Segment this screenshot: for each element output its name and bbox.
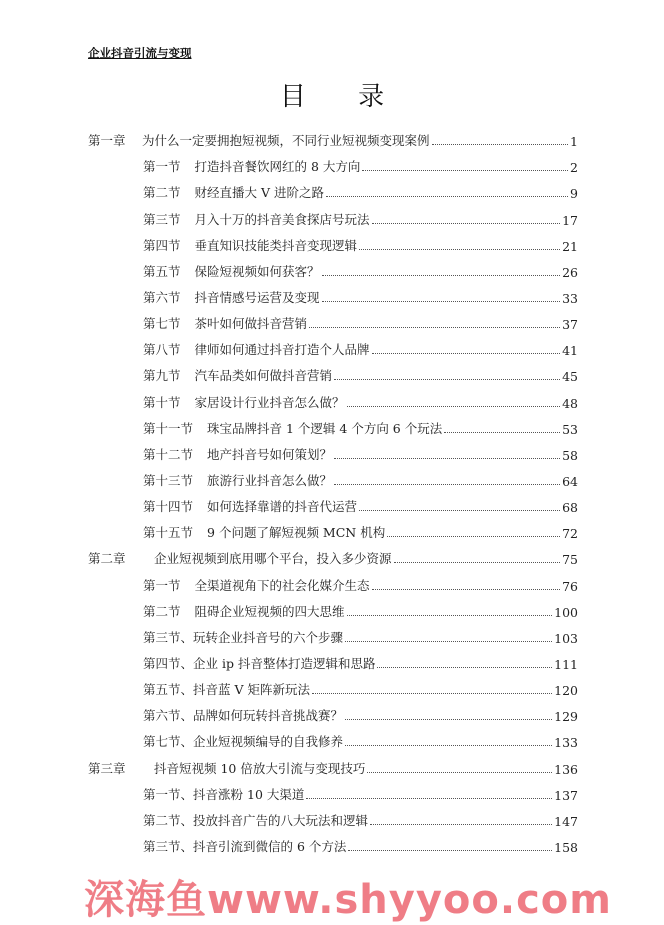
entry-label: 第三章 <box>88 760 126 776</box>
entry-page-number: 137 <box>554 787 578 803</box>
toc-section-entry[interactable] <box>88 149 578 175</box>
entry-page-number: 17 <box>562 212 578 228</box>
entry-title: 为什么一定要拥抱短视频，不同行业短视频变现案例 <box>142 133 430 149</box>
toc-section-entry[interactable] <box>88 489 578 515</box>
toc-section-entry[interactable] <box>88 803 578 829</box>
entry-label: 第一节 <box>143 577 181 593</box>
entry-page-number: 33 <box>562 290 578 306</box>
entry-label: 第二节 <box>143 603 181 619</box>
entry-label: 第四节、 <box>143 655 194 671</box>
dot-leader <box>334 379 560 380</box>
dot-leader <box>345 745 552 746</box>
dot-leader <box>345 641 552 642</box>
entry-page-number: 2 <box>570 160 578 176</box>
toc-section-entry[interactable] <box>88 437 578 463</box>
dot-leader <box>359 510 560 511</box>
entry-page-number: 129 <box>554 709 578 725</box>
entry-title: 垂直知识技能类抖音变现逻辑 <box>194 237 358 253</box>
dot-leader <box>326 196 568 197</box>
entry-label: 第七节 <box>143 316 181 332</box>
entry-title: 投放抖音广告的八大玩法和逻辑 <box>193 812 369 828</box>
entry-label: 第五节 <box>143 263 181 279</box>
entry-title: 品牌如何玩转抖音挑战赛？ <box>193 708 344 724</box>
toc-chapter-entry[interactable] <box>88 123 578 149</box>
entry-label: 第六节、 <box>143 708 194 724</box>
dot-leader <box>306 798 552 799</box>
toc-section-entry[interactable] <box>88 829 578 855</box>
toc-section-entry[interactable] <box>88 594 578 620</box>
dot-leader <box>367 772 552 773</box>
entry-label: 第七节、 <box>143 734 194 750</box>
entry-title: 企业 ip 抖音整体打造逻辑和思路 <box>193 655 376 671</box>
entry-title: 汽车品类如何做抖音营销 <box>194 368 333 384</box>
dot-leader <box>377 667 552 668</box>
entry-label: 第三节、 <box>143 838 194 854</box>
entry-title: 珠宝品牌抖音 1 个逻辑 4 个方向 6 个玩法 <box>207 420 443 436</box>
entry-title: 地产抖音号如何策划？ <box>207 446 333 462</box>
entry-page-number: 120 <box>554 683 578 699</box>
entry-page-number: 37 <box>562 317 578 333</box>
entry-label: 第三节、 <box>143 629 194 645</box>
entry-page-number: 21 <box>562 238 578 254</box>
entry-label: 第二章 <box>88 551 126 567</box>
toc-chapter-entry[interactable] <box>88 541 578 567</box>
toc-section-entry[interactable] <box>88 228 578 254</box>
dot-leader <box>387 536 560 537</box>
entry-page-number: 103 <box>554 630 578 646</box>
entry-label: 第十一节 <box>143 420 194 436</box>
entry-page-number: 48 <box>562 395 578 411</box>
entry-title: 旅游行业抖音怎么做？ <box>207 472 333 488</box>
entry-page-number: 58 <box>562 447 578 463</box>
dot-leader <box>347 406 561 407</box>
dot-leader <box>312 693 552 694</box>
entry-title: 企业短视频到底用哪个平台，投入多少资源 <box>154 551 392 567</box>
toc-section-entry[interactable] <box>88 646 578 672</box>
dot-leader <box>432 144 569 145</box>
toc-section-entry[interactable] <box>88 463 578 489</box>
entry-page-number: 45 <box>562 369 578 385</box>
toc-section-entry[interactable] <box>88 698 578 724</box>
entry-title: 企业短视频编导的自我修养 <box>193 734 344 750</box>
document-header: 企业抖音引流与变现 <box>88 46 192 60</box>
entry-page-number: 158 <box>554 839 578 855</box>
toc-section-entry[interactable] <box>88 411 578 437</box>
entry-label: 第十五节 <box>143 525 194 541</box>
entry-page-number: 53 <box>562 421 578 437</box>
entry-label: 第十四节 <box>143 499 194 515</box>
entry-label: 第一章 <box>88 133 126 149</box>
entry-page-number: 68 <box>562 500 578 516</box>
entry-page-number: 72 <box>562 526 578 542</box>
toc-section-entry[interactable] <box>88 620 578 646</box>
entry-label: 第二节 <box>143 185 181 201</box>
entry-label: 第一节 <box>143 159 181 175</box>
entry-label: 第十节 <box>143 394 181 410</box>
entry-page-number: 1 <box>570 134 578 150</box>
entry-label: 第五节、 <box>143 682 194 698</box>
entry-title: 阻碍企业短视频的四大思维 <box>194 603 345 619</box>
toc-section-entry[interactable] <box>88 280 578 306</box>
entry-title: 抖音短视频 10 倍放大引流与变现技巧 <box>154 760 366 776</box>
toc-section-entry[interactable] <box>88 384 578 410</box>
entry-page-number: 76 <box>562 578 578 594</box>
entry-page-number: 100 <box>554 604 578 620</box>
entry-label: 第十三节 <box>143 472 194 488</box>
entry-page-number: 41 <box>562 343 578 359</box>
dot-leader <box>372 589 561 590</box>
page-title: 目 录 <box>279 82 407 112</box>
entry-title: 打造抖音餐饮网红的 8 大方向 <box>194 159 361 175</box>
toc-chapter-entry[interactable] <box>88 750 578 776</box>
dot-leader <box>347 615 553 616</box>
entry-label: 第二节、 <box>143 812 194 828</box>
toc-section-entry[interactable] <box>88 332 578 358</box>
toc-section-entry[interactable] <box>88 201 578 227</box>
entry-title: 抖音涨粉 10 大渠道 <box>193 786 305 802</box>
entry-label: 第一节、 <box>143 786 194 802</box>
entry-label: 第三节 <box>143 211 181 227</box>
entry-page-number: 26 <box>562 264 578 280</box>
entry-label: 第九节 <box>143 368 181 384</box>
toc-section-entry[interactable] <box>88 777 578 803</box>
toc-section-entry[interactable] <box>88 672 578 698</box>
entry-page-number: 111 <box>554 656 578 672</box>
entry-title: 抖音蓝 V 矩阵新玩法 <box>193 682 310 698</box>
entry-label: 第四节 <box>143 237 181 253</box>
entry-page-number: 64 <box>562 473 578 489</box>
toc-section-entry[interactable] <box>88 724 578 750</box>
dot-leader <box>370 824 552 825</box>
dot-leader <box>334 484 560 485</box>
watermark: 深海鱼www.shyyoo.com <box>84 877 612 923</box>
dot-leader <box>322 275 561 276</box>
dot-leader <box>372 223 561 224</box>
dot-leader <box>348 850 552 851</box>
dot-leader <box>309 327 560 328</box>
entry-title: 全渠道视角下的社会化媒介生态 <box>194 577 370 593</box>
toc-section-entry[interactable] <box>88 567 578 593</box>
entry-title: 保险短视频如何获客？ <box>194 263 320 279</box>
entry-page-number: 136 <box>554 761 578 777</box>
entry-title: 如何选择靠谱的抖音代运营 <box>207 499 358 515</box>
entry-title: 玩转企业抖音号的六个步骤 <box>193 629 344 645</box>
entry-title: 月入十万的抖音美食探店号玩法 <box>194 211 370 227</box>
entry-title: 家居设计行业抖音怎么做？ <box>194 394 345 410</box>
toc-section-entry[interactable] <box>88 254 578 280</box>
entry-title: 9 个问题了解短视频 MCN 机构 <box>207 525 386 541</box>
entry-page-number: 9 <box>570 186 578 202</box>
dot-leader <box>444 432 560 433</box>
table-of-contents <box>88 123 578 855</box>
toc-section-entry[interactable] <box>88 515 578 541</box>
toc-section-entry[interactable] <box>88 306 578 332</box>
entry-title: 抖音情感号运营及变现 <box>194 289 320 305</box>
toc-section-entry[interactable] <box>88 358 578 384</box>
dot-leader <box>394 562 561 563</box>
dot-leader <box>322 301 561 302</box>
entry-label: 第六节 <box>143 289 181 305</box>
dot-leader <box>359 249 560 250</box>
entry-title: 茶叶如何做抖音营销 <box>194 316 308 332</box>
dot-leader <box>362 170 568 171</box>
entry-page-number: 133 <box>554 735 578 751</box>
entry-label: 第八节 <box>143 342 181 358</box>
entry-page-number: 147 <box>554 813 578 829</box>
dot-leader <box>334 458 560 459</box>
entry-title: 律师如何通过抖音打造个人品牌 <box>194 342 370 358</box>
entry-page-number: 75 <box>562 552 578 568</box>
dot-leader <box>372 353 561 354</box>
dot-leader <box>345 719 552 720</box>
entry-title: 财经直播大 V 进阶之路 <box>194 185 324 201</box>
entry-label: 第十二节 <box>143 446 194 462</box>
entry-title: 抖音引流到微信的 6 个方法 <box>193 838 347 854</box>
toc-section-entry[interactable] <box>88 175 578 201</box>
